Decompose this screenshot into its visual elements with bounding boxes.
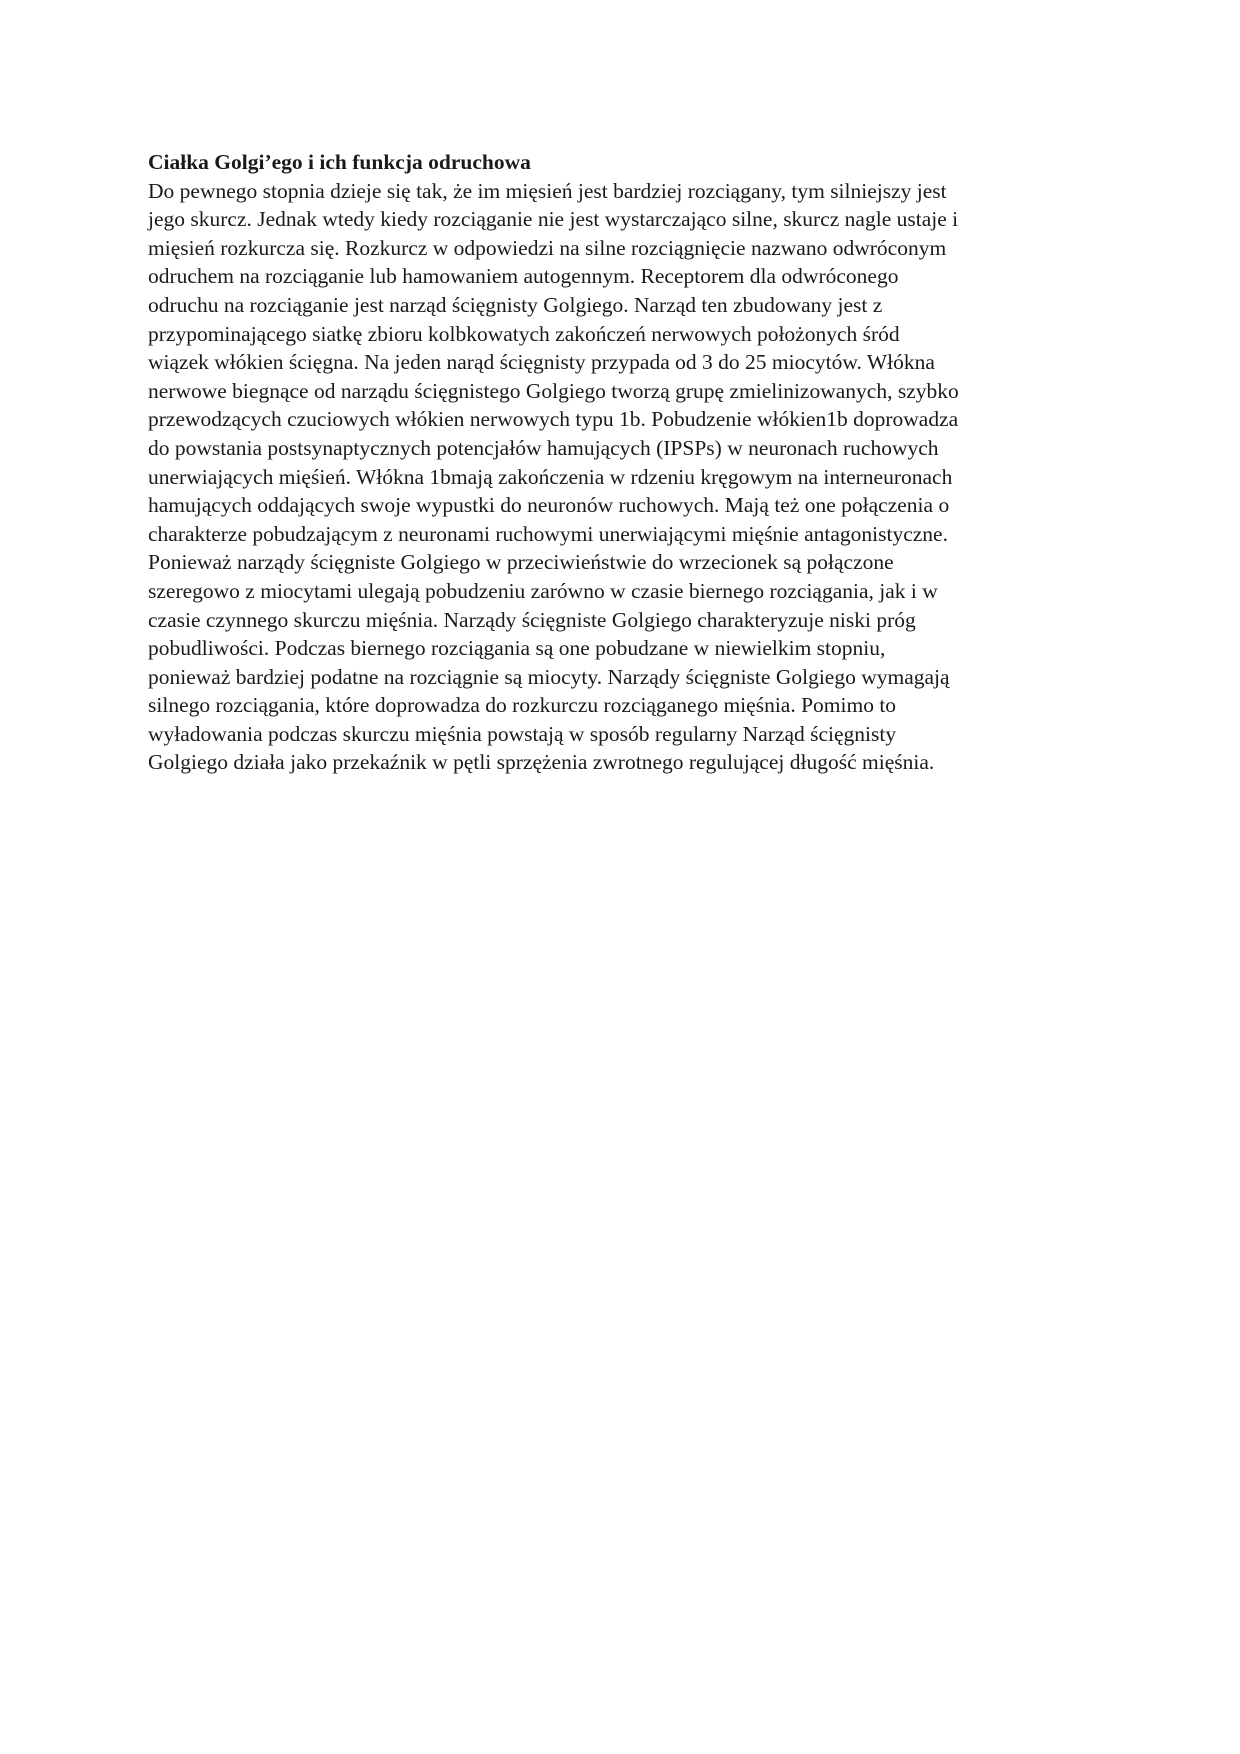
text-line: jego skurcz. Jednak wtedy kiedy rozciąganie nie jest wystarczająco silne, skurcz nagle ustaje i bbox=[148, 207, 959, 232]
text-line: Do pewnego stopnia dzieje się tak, że im mięsień jest bardziej rozciągany, tym silniejszy jest bbox=[148, 178, 947, 203]
text-line: Golgiego działa jako przekaźnik w pętli sprzężenia zwrotnego regulującej długość mięśnia. bbox=[148, 750, 935, 775]
text-line: szeregowo z miocytami ulegają pobudzeniu zarówno w czasie biernego rozciągania, jak i w bbox=[148, 578, 938, 603]
text-line: unerwiających mięśień. Włókna 1bmają zakończenia w rdzeniu kręgowym na interneuronach bbox=[148, 464, 953, 489]
text-line: silnego rozciągania, które doprowadza do rozkurczu rozciąganego mięśnia. Pomimo to bbox=[148, 693, 897, 718]
text-line: czasie czynnego skurczu mięśnia. Narządy ścięgniste Golgiego charakteryzuje niski próg bbox=[148, 607, 916, 632]
text-line: Ponieważ narządy ścięgniste Golgiego w przeciwieństwie do wrzecionek są połączone bbox=[148, 550, 894, 575]
text-line: mięsień rozkurcza się. Rozkurcz w odpowiedzi na silne rozciągnięcie nazwano odwróconym bbox=[148, 235, 947, 260]
document-body bbox=[148, 148, 1093, 777]
text-line: odruchem na rozciąganie lub hamowaniem autogennym. Receptorem dla odwróconego bbox=[148, 264, 899, 289]
text-line: przypominającego siatkę zbioru kolbkowatych zakończeń nerwowych położonych śród bbox=[148, 321, 900, 346]
document-title: Ciałka Golgi’ego i ich funkcja odruchowa bbox=[148, 150, 531, 174]
text-line: odruchu na rozciąganie jest narząd ścięgnisty Golgiego. Narząd ten zbudowany jest z bbox=[148, 292, 883, 317]
body-paragraph bbox=[148, 177, 1093, 777]
text-line: przewodzących czuciowych włókien nerwowych typu 1b. Pobudzenie włókien1b doprowadza bbox=[148, 407, 959, 432]
text-line: wyładowania podczas skurczu mięśnia powstają w sposób regularny Narząd ścięgnisty bbox=[148, 721, 897, 746]
text-line: ponieważ bardziej podatne na rozciągnie są miocyty. Narządy ścięgniste Golgiego wymagają bbox=[148, 664, 950, 689]
text-line: pobudliwości. Podczas biernego rozciągania są one pobudzane w niewielkim stopniu, bbox=[148, 636, 886, 661]
text-line: nerwowe biegnące od narządu ścięgnistego Golgiego tworzą grupę zmielinizowanych, szybko bbox=[148, 378, 959, 403]
text-line: do powstania postsynaptycznych potencjałów hamujących (IPSPs) w neuronach ruchowych bbox=[148, 435, 939, 460]
text-line: wiązek włókien ścięgna. Na jeden narąd ścięgnisty przypada od 3 do 25 miocytów. Włókna bbox=[148, 350, 935, 375]
text-line: hamujących oddających swoje wypustki do neuronów ruchowych. Mają też one połączenia o bbox=[148, 493, 950, 518]
text-line: charakterze pobudzającym z neuronami ruchowymi unerwiającymi mięśnie antagonistyczne. bbox=[148, 521, 948, 546]
